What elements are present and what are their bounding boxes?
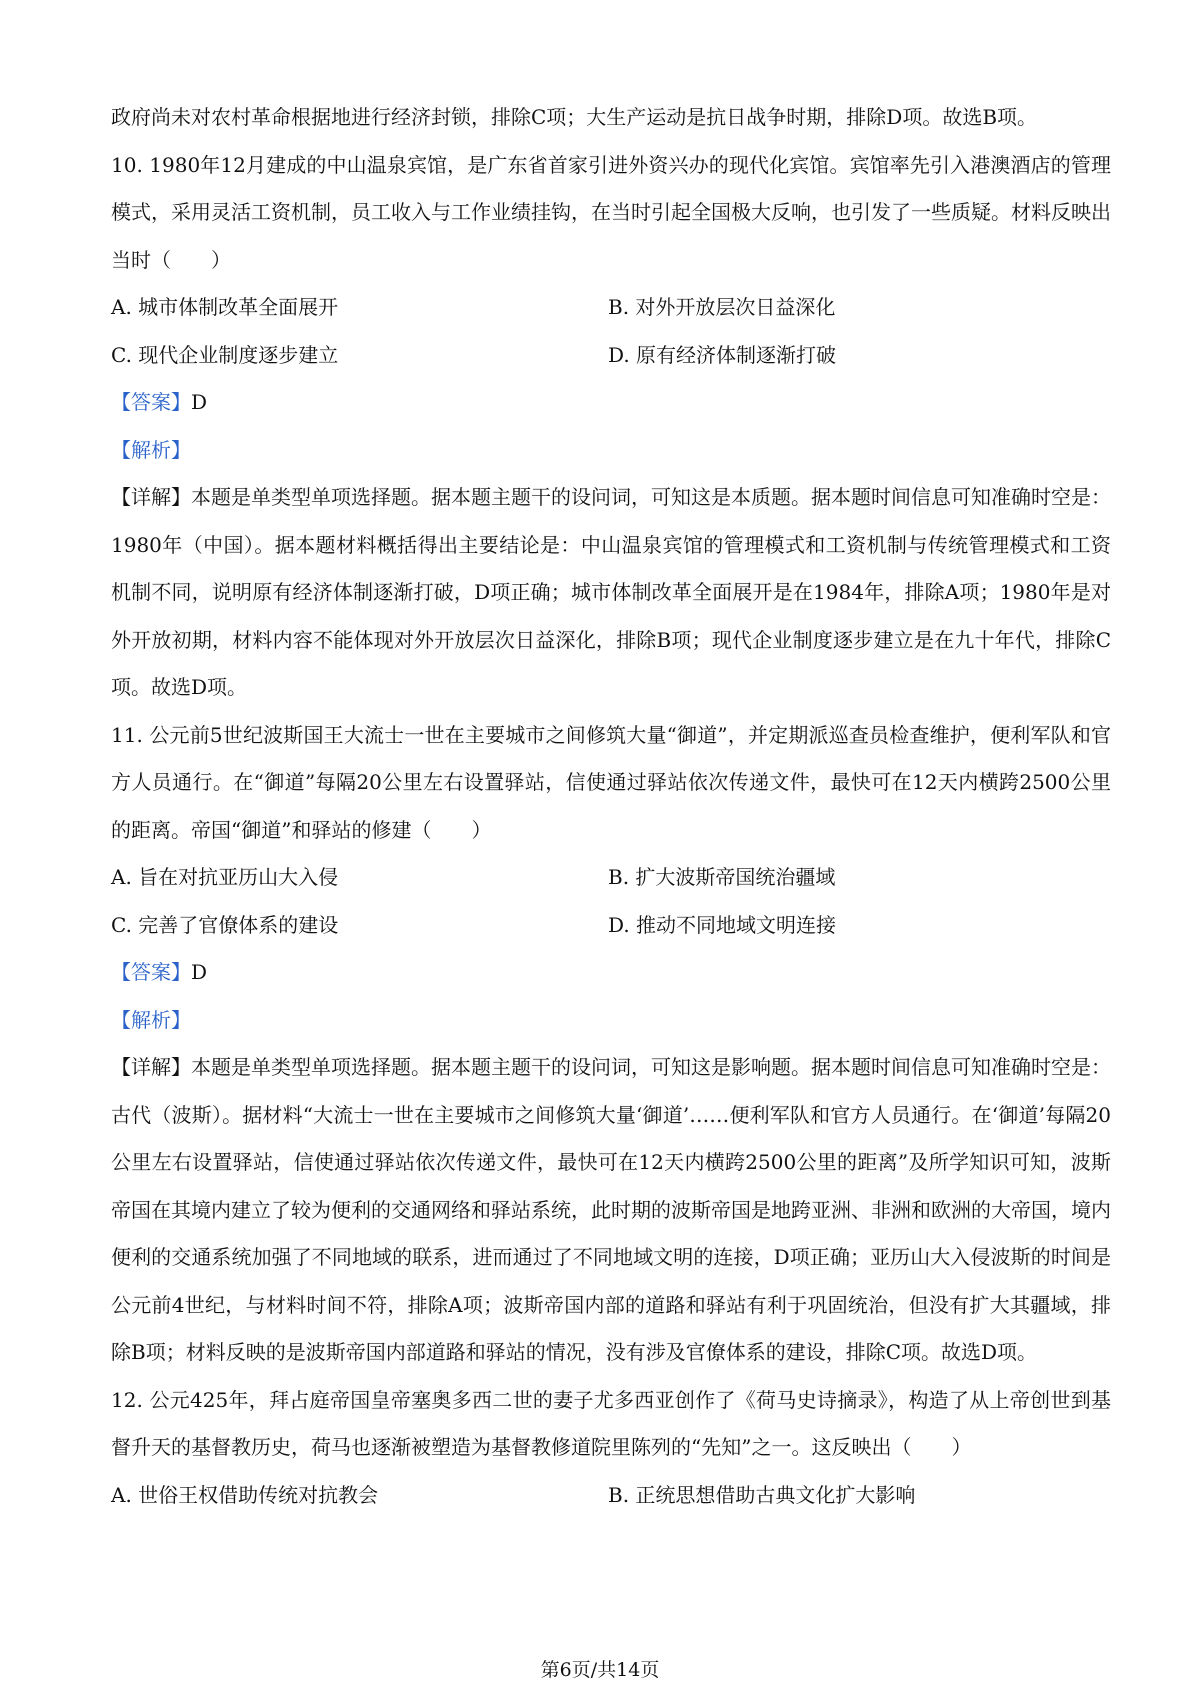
answer-value: D: [191, 390, 208, 414]
question-10-option-c: C. 现代企业制度逐步建立: [111, 342, 339, 367]
question-10-options-row-1: [111, 284, 1111, 332]
question-10-option-a: A. 城市体制改革全面展开: [111, 295, 339, 319]
question-11-option-d: D. 推动不同地域文明连接: [608, 912, 837, 937]
question-11-detail: [111, 1044, 1111, 1377]
question-11-options-row-2: [111, 902, 1111, 950]
page-content: [111, 94, 1111, 1519]
question-10-answer: [111, 379, 1111, 427]
question-11-option-b: B. 扩大波斯帝国统治疆域: [608, 865, 836, 889]
detail-tag: 【详解】: [111, 1055, 191, 1079]
detail-tag: 【详解】: [111, 485, 191, 509]
continuation-text: 政府尚未对农村革命根据地进行经济封锁，排除C项；大生产运动是抗日战争时期，排除D项。故选B项。: [111, 105, 1038, 129]
detail-text: 本题是单类型单项选择题。据本题主题干的设问词，可知这是本质题。据本题时间信息可知准确时空是：1980年（中国）。据本题材料概括得出主要结论是：中山温泉宾馆的管理模式和工资机制与传统管理模式和工资机制不同，说明原有经济体制逐渐打破，D项正确；城市体制改革全面展开是在1984年，排除A项；1980年是对外开放初期，材料内容不能体现对外开放层次日益深化，排除B项；现代企业制度逐步建立是在九十年代，排除C项。故选D项。: [111, 485, 1111, 699]
answer-value: D: [191, 960, 208, 984]
analysis-tag: 【解析】: [111, 437, 191, 462]
analysis-tag: 【解析】: [111, 1007, 191, 1032]
question-12-options-row-1: [111, 1472, 1111, 1520]
answer-tag: 【答案】: [111, 960, 191, 984]
answer-tag: 【答案】: [111, 390, 191, 414]
question-11-options-row-1: [111, 854, 1111, 902]
question-10-option-d: D. 原有经济体制逐渐打破: [608, 342, 837, 367]
question-12-option-b: B. 正统思想借助古典文化扩大影响: [608, 1482, 916, 1507]
question-11-option-c: C. 完善了官僚体系的建设: [111, 912, 339, 937]
page-number-footer: 第6页/共14页: [540, 1659, 660, 1681]
question-10-options-row-2: [111, 332, 1111, 380]
question-11-option-a: A. 旨在对抗亚历山大入侵: [111, 865, 339, 889]
question-12-stem: 12. 公元425年，拜占庭帝国皇帝塞奥多西二世的妻子尤多西亚创作了《荷马史诗摘录》，构造了从上帝创世到基督升天的基督教历史，荷马也逐渐被塑造为基督教修道院里陈列的“先知”之一。这反映出（ ）: [111, 1387, 1111, 1459]
question-12-option-a: A. 世俗王权借助传统对抗教会: [111, 1482, 379, 1507]
question-11-answer: [111, 949, 1111, 997]
question-10-analysis-heading: [111, 427, 1111, 475]
question-11-analysis-heading: [111, 997, 1111, 1045]
question-10-stem: 10. 1980年12月建成的中山温泉宾馆，是广东省首家引进外资兴办的现代化宾馆。宾馆率先引入港澳酒店的管理模式，采用灵活工资机制，员工收入与工作业绩挂钩，在当时引起全国极大反响，也引发了一些质疑。材料反映出当时（ ）: [111, 152, 1111, 272]
detail-text: 本题是单类型单项选择题。据本题主题干的设问词，可知这是影响题。据本题时间信息可知准确时空是：古代（波斯）。据材料“大流士一世在主要城市之间修筑大量‘御道’……便利军队和官方人员通行。在‘御道’每隔20公里左右设置驿站，信使通过驿站依次传递文件，最快可在12天内横跨2500公里的距离”及所学知识可知，波斯帝国在其境内建立了较为便利的交通网络和驿站系统，此时期的波斯帝国是地跨亚洲、非洲和欧洲的大帝国，境内便利的交通系统加强了不同地域的联系，进而通过了不同地域文明的连接，D项正确；亚历山大入侵波斯的时间是公元前4世纪，与材料时间不符，排除A项；波斯帝国内部的道路和驿站有利于巩固统治，但没有扩大其疆域，排除B项；材料反映的是波斯帝国内部道路和驿站的情况，没有涉及官僚体系的建设，排除C项。故选D项。: [111, 1055, 1111, 1364]
question-11-stem: 11. 公元前5世纪波斯国王大流士一世在主要城市之间修筑大量“御道”，并定期派巡查员检查维护，便利军队和官方人员通行。在“御道”每隔20公里左右设置驿站，信使通过驿站依次传递文件，最快可在12天内横跨2500公里的距离。帝国“御道”和驿站的修建（ ）: [111, 722, 1111, 842]
question-10-detail: [111, 474, 1111, 712]
question-10-option-b: B. 对外开放层次日益深化: [608, 295, 836, 319]
